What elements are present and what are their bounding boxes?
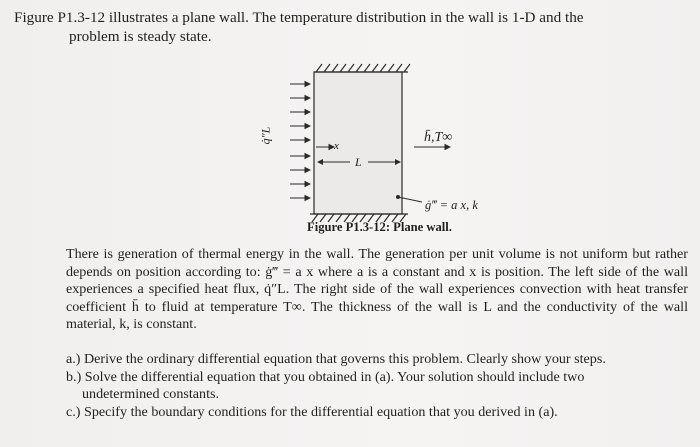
problem-statement-header — [14, 8, 690, 46]
problem-description — [66, 246, 688, 334]
heat-flux-arrows — [290, 84, 310, 198]
problem-intro-line-1: Figure P1.3-12 illustrates a plane wall. The temperature distribution in the wall is 1-D and the — [14, 9, 584, 26]
question-b-line-2: undetermined constants. — [82, 386, 219, 403]
plane-wall-figure — [250, 60, 540, 240]
top-hatching — [314, 64, 410, 72]
question-a: a.) Derive the ordinary differential equation that governs this problem. Clearly show your steps. — [66, 351, 606, 367]
x-axis-label: x — [334, 140, 339, 152]
question-b-line-1: b.) Solve the differential equation that you obtained in (a). Your solution should include two — [66, 368, 585, 385]
question-c: c.) Specify the boundary conditions for the differential equation that you derived in (a). — [66, 403, 558, 420]
figure-caption: Figure P1.3-12: Plane wall. — [307, 220, 452, 234]
generation-label: ġ‴ = a x, k — [425, 198, 478, 212]
question-list — [66, 351, 690, 421]
length-label: L — [355, 155, 362, 169]
wall-diagram — [250, 60, 540, 240]
problem-intro-line-2: problem is steady state. — [69, 28, 212, 45]
description-paragraph: There is generation of thermal energy in the wall. The generation per unit volume is not uniform but rather depends on position according to: ġ‴ = a x where a is a constant and x is position. The left side of the wall experiences a specified heat flux, q̇″L. The right side of the wall experiences convection with heat transfer coefficient h̄ to fluid at temperature T∞. The thickness of the wall is L and the conductivity of the wall material, k, is constant. — [66, 246, 688, 333]
convection-label: h̄,T∞ — [424, 130, 453, 145]
wall-body — [314, 72, 402, 214]
heat-flux-label: q̇″L — [258, 126, 273, 145]
